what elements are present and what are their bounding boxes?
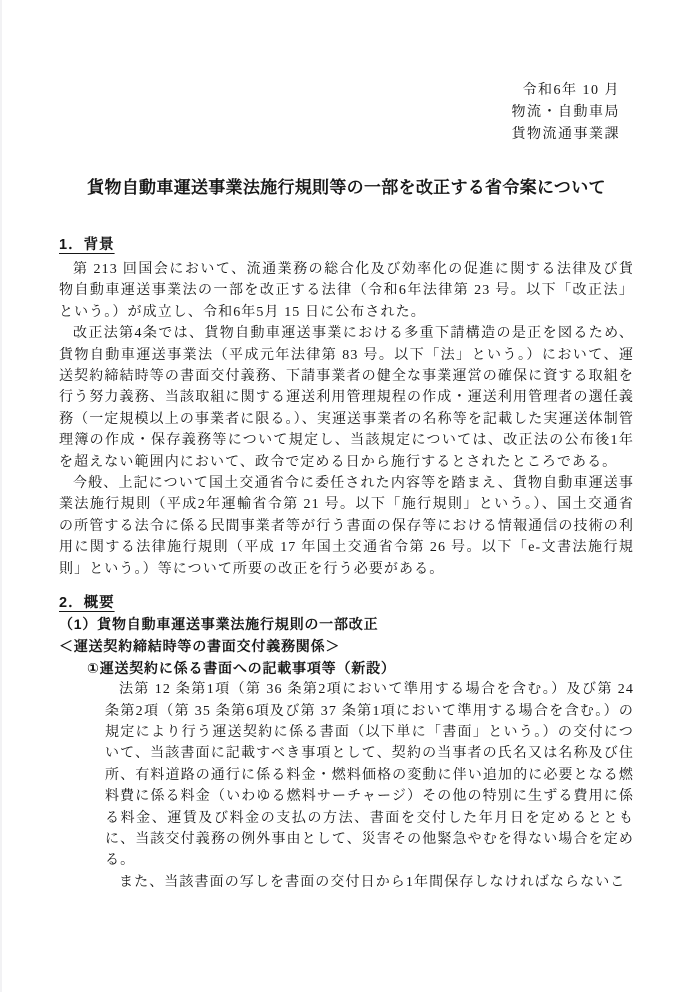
section1-paragraph-3: 今般、上記について国土交通省令に委任された内容等を踏まえ、貨物自動車運送事業法施行規則（平成2年運輸省令第 21 号。以下「施行規則」という。）、国土交通省の所管する法令に係る民間事業者等が行う書面の保存等における情報通信の技術の利用に関する法律施行規則（平成 17 年国土交通省令第 26 号。以下「e-文書法施行規則」という。）等について所要の改正を行う必要がある。: [59, 476, 634, 577]
section2-item1-paragraph-1: 法第 12 条第1項（第 36 条第2項において準用する場合を含む。）及び第 24 条第2項（第 35 条第6項及び第 37 条第1項において準用する場合を含む。）の規定により行う運送契約に係る書面（以下単に「書面」という。）の交付について、当該書面に記載すべき事項として、契約の当事者の氏名又は名称及び住所、有料道路の通行に係る料金・燃料価格の変動に伴い追加的に必要となる燃料費に係る料金（いわゆる燃料サーチャージ）その他の特別に生ずる費用に係る料金、運賃及び料金の支払の方法、書面を交付した年月日を定めるとともに、当該交付義務の例外事由として、災害その他緊急やむを得ない場合を定める。: [105, 682, 634, 869]
section1-paragraph-2: 改正法第4条では、貨物自動車運送事業における多重下請構造の是正を図るため、貨物自動車運送事業法（平成元年法律第 83 号。以下「法」という。）において、運送契約締結時等の書面交付義務、下請事業者の健全な事業運営の確保に資する取組を行う努力義務、当該取組に関する運送利用管理規程の作成・運送利用管理者の選任義務（一定規模以上の事業者に限る。）、実運送事業者の名称等を記載した実運送体制管理簿の作成・保存義務等について規定し、当該規定については、改正法の公布後1年を超えない範囲内において、政令で定める日から施行するとされたところである。: [59, 326, 634, 470]
section2-item1-paragraph-2: また、当該書面の写しを書面の交付日から1年間保存しなければならないこ: [119, 874, 626, 890]
section1-paragraph-1: 第 213 回国会において、流通業務の総合化及び効率化の促進に関する法律及び貨物自動車運送事業法の一部を改正する法律（令和6年法律第 23 号。以下「改正法」という。）が成立し、令和6年5月 15 日に公布された。: [59, 262, 634, 320]
section2-heading: 2．概要: [59, 595, 115, 612]
doc-header: [59, 80, 634, 146]
section2-item1-heading: ①運送契約に係る書面への記載事項等（新設）: [87, 659, 396, 676]
section2-sub1-heading: （1）貨物自動車運送事業法施行規則の一部改正: [59, 616, 379, 633]
section1-heading: 1．背景: [59, 237, 115, 253]
doc-bureau: 物流・自動車局: [511, 105, 620, 120]
doc-division: 貨物流通事業課: [511, 127, 620, 142]
doc-date: 令和6年 10 月: [522, 83, 620, 98]
doc-title: 貨物自動車運送事業法施行規則等の一部を改正する省令案について: [87, 178, 606, 197]
section2-bracket-heading: ＜運送契約締結時等の書面交付義務関係＞: [59, 637, 341, 654]
